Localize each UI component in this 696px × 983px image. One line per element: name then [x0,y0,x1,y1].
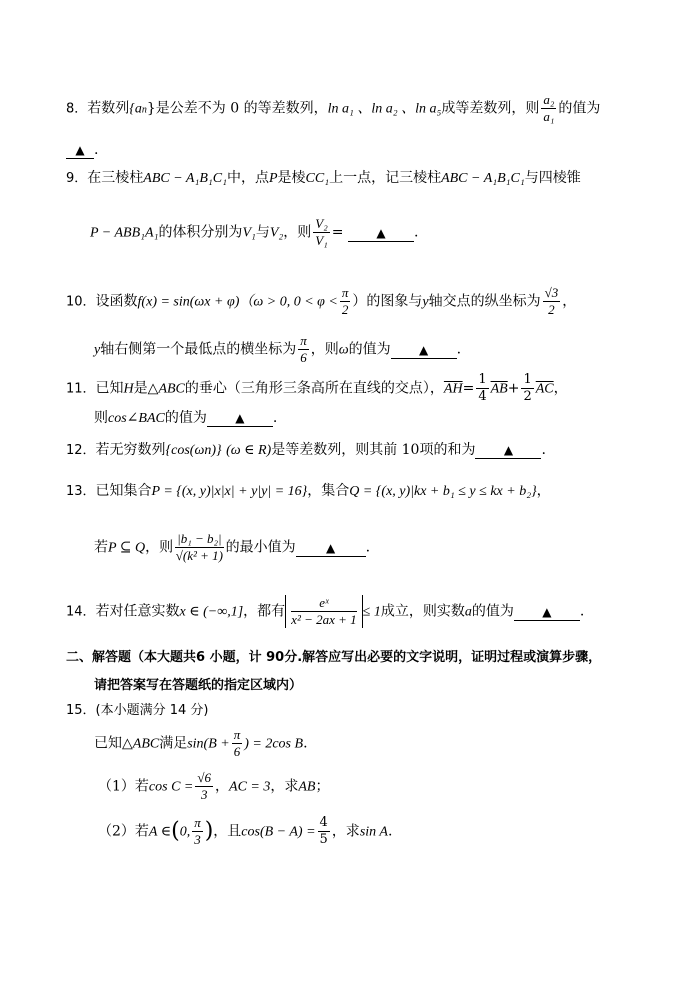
math-expression: Q = {(x, y)|kx + b₁ ≤ y ≤ kx + b₂} [349,484,537,499]
question-8 [66,92,600,125]
question-text: 已知 [95,380,124,397]
question-text: 的最小值为 [225,539,296,556]
punctuation: ， [536,483,551,499]
section-heading-line-2: 请把答案写在答题纸的指定区域内） [94,678,303,693]
answer-blank: ▲ [391,342,457,359]
question-text: 成立，则实数 [380,603,465,620]
fraction-numerator: π [194,815,201,830]
answer-blank: ▲ [66,142,94,159]
question-text: 是等差数列，则其前 10项的和为 [271,442,476,458]
punctuation: . [413,224,419,241]
math-expression: P [268,171,278,186]
question-text: 的体积分别为 [158,224,243,241]
question-text: 是棱 [277,170,306,186]
question-text: 若无穷数列 [95,442,166,458]
fraction [521,372,533,405]
math-expression: V₁ [242,225,256,241]
part-label: （1）若 [98,778,149,795]
fraction [195,770,213,803]
absolute-value [285,595,362,628]
fraction-numerator: V₂ [315,216,328,231]
fraction-denominator: x² − 2ax + 1 [291,612,357,627]
fraction-denominator: 2 [341,302,349,317]
question-text: 若对任意实数 [95,603,180,620]
math-expression: = [331,224,344,241]
math-expression: （ω > 0, 0 < φ < [239,294,338,310]
math-expression: ln a₁ 、ln a₂ 、ln a₅ [327,101,442,117]
punctuation: ； [315,778,330,795]
question-number: 14． [66,604,96,620]
question-text: 轴右侧第一个最低点的横坐标为 [100,341,297,358]
question-number: 11． [66,381,96,397]
question-text: ）的图象与 [352,293,423,310]
math-expression: sin(B + [187,736,230,752]
math-subscript: n [141,104,147,116]
fraction-denominator: 5 [319,832,328,847]
math-expression: a [464,604,472,620]
fraction-numerator: √6 [197,770,212,785]
vector-expression: $\overline{AB}$ [490,381,508,397]
math-expression: V₂ [269,225,284,241]
math-expression: {cos(ωn)} [165,443,222,458]
math-expression: P ⊆ Q [108,540,146,556]
question-text: 的值为 [471,603,514,620]
question-text: ，且 [213,823,242,840]
question-text: }是公差不为 0 的等差数列， [146,100,328,117]
math-expression: ABC − A₁B₁C₁ [441,171,525,186]
fraction-denominator: 2 [548,302,555,317]
fraction-denominator: 4 [478,389,487,404]
question-text: ，则 [145,539,174,556]
math-expression: ≤ 1 [362,604,381,620]
question-text: 若数列 [87,100,130,117]
question-13-line-2 [94,531,370,564]
punctuation: ， [553,380,568,397]
question-text: 成等差数列，则 [441,100,540,117]
question-11 [66,372,568,405]
fraction-denominator: 3 [194,832,201,847]
punctuation: . [365,539,371,556]
math-expression: x ∈ (−∞,1] [179,604,244,620]
math-expression: AC = 3 [229,779,271,795]
punctuation: . [303,735,308,752]
left-paren: ( [171,818,180,844]
fraction-denominator: 6 [233,744,241,759]
math-expression: AB [298,779,316,795]
fraction-denominator: a₁ [543,109,555,124]
punctuation: ， [215,778,230,795]
section-heading: 二、解答题（本大题共6 小题，计 90分.解答应写出必要的文字说明，证明过程或演算步骤， [66,650,602,665]
question-number: 13． [66,484,96,499]
question-8-answer-line [66,140,98,160]
math-expression: {a [129,101,142,117]
fraction [175,531,223,564]
answer-blank: ▲ [475,442,541,459]
question-text: 在三棱柱 [87,170,144,186]
question-text: 的垂心（三角形三条高所在直线的交点）， [184,380,444,397]
question-9 [66,168,581,189]
fraction-numerator: π [233,727,241,742]
fraction [340,285,351,318]
math-expression: f(x) = sin(ωx + φ) [137,294,240,310]
question-text: 则 [94,410,108,426]
fraction [476,372,488,405]
fraction-denominator: 3 [200,787,208,802]
fraction-numerator: |b₁ − b₂| [177,531,222,546]
fraction-numerator: eˣ [291,595,356,612]
math-expression: = [462,380,475,397]
question-11-line-2 [94,408,277,429]
question-text: 的值为 [348,341,391,358]
answer-blank: ▲ [207,410,273,427]
fraction [298,333,309,366]
fraction-denominator: √(k² + 1) [175,548,223,563]
part-label: （2）若 [98,823,149,840]
math-expression: P − ABB₁A₁ [90,225,159,241]
vector-expression: $\overline{AC}$ [535,381,554,397]
fraction [318,815,330,848]
question-text: 中，点 [226,170,269,186]
vector-expression: $\overline{AH}$ [443,381,463,397]
question-15 [66,700,209,721]
question-text: ，求 [270,778,299,795]
question-12 [66,440,546,461]
answer-blank: ▲ [514,604,580,621]
math-expression: ABC [158,381,185,397]
question-number: 8． [66,101,88,117]
math-expression: ω [338,342,349,358]
math-expression: H [123,381,134,397]
fraction [192,815,203,848]
question-text: 已知集合 [95,483,152,499]
question-14 [66,595,584,628]
question-10-line-2 [94,333,461,366]
fraction-numerator: π [300,333,307,348]
fraction [543,285,561,318]
question-13 [66,481,551,502]
math-expression: + [507,380,520,397]
question-number: 9． [66,171,88,186]
fraction-denominator: V₁ [315,233,328,248]
punctuation: . [272,410,278,426]
math-expression: A ∈ [148,824,172,840]
math-expression: (ω ∈ R) [226,443,272,458]
fraction-numerator: 1 [478,372,487,387]
question-text: 已知 [94,735,122,752]
question-text: 满足 [159,735,188,752]
math-expression: △ABC [122,736,160,752]
punctuation: ， [562,293,577,310]
fraction-numerator: 1 [523,372,532,387]
question-number: 12． [66,443,96,458]
math-expression: y [422,294,429,310]
fraction [541,92,556,125]
question-15-part-2: （2）若A ∈(0, $\frac{\pi}{3}$ )，且cos(B − A) = $\frac{4}{5}$ ，求sin A. [98,815,393,847]
fraction-denominator: 6 [300,350,307,365]
fraction-numerator: 4 [319,815,328,830]
question-text: 若 [94,539,108,556]
punctuation: . [541,442,546,458]
fraction [232,727,243,760]
question-text: 是△ [133,380,159,397]
question-text: 与四棱锥 [524,170,581,186]
question-10 [66,285,576,318]
score-note: (本小题满分 14 分) [95,703,209,718]
question-text: ，则 [310,341,339,358]
fraction [313,216,329,249]
question-text: 与 [255,224,270,241]
fraction-numerator: π [341,285,349,300]
fraction-denominator: 2 [523,389,532,404]
math-expression: ABC − A₁B₁C₁ [143,171,227,186]
math-expression: ) = 2cos B [244,736,304,752]
question-15-part-1 [98,770,329,803]
question-text: 轴交点的纵坐标为 [428,293,541,310]
question-number: 10． [66,294,96,310]
math-expression: cos C = [148,779,194,795]
punctuation: . [579,603,585,620]
punctuation: . [94,142,99,158]
question-text: ，集合 [307,483,350,499]
question-text: ，求 [331,823,360,840]
punctuation: . [387,823,393,840]
punctuation: . [456,341,462,358]
answer-blank: ▲ [348,225,414,242]
math-expression: cos(B − A) = [241,824,316,840]
fraction-numerator: √3 [544,285,559,300]
math-expression: cos∠BAC [108,411,165,426]
fraction-numerator: a₂ [543,92,555,107]
question-text: 的值为 [164,410,207,426]
math-expression: sin A [359,824,388,840]
answer-blank: ▲ [296,540,366,557]
math-expression: P = {(x, y)|x|x| + y|y| = 16} [151,484,308,499]
question-15-given [94,727,308,760]
question-text: ，都有 [243,603,286,620]
question-number: 15． [66,703,96,718]
question-text: ，则 [283,224,312,241]
right-paren: ) [204,818,214,844]
fraction [291,595,356,628]
math-expression: y [94,342,101,358]
math-expression: CC₁ [305,171,330,186]
question-text: 设函数 [95,293,138,310]
question-text: 的值为 [558,100,601,117]
question-text: 上一点，记三棱柱 [329,170,442,186]
question-9-line-2 [90,216,418,249]
